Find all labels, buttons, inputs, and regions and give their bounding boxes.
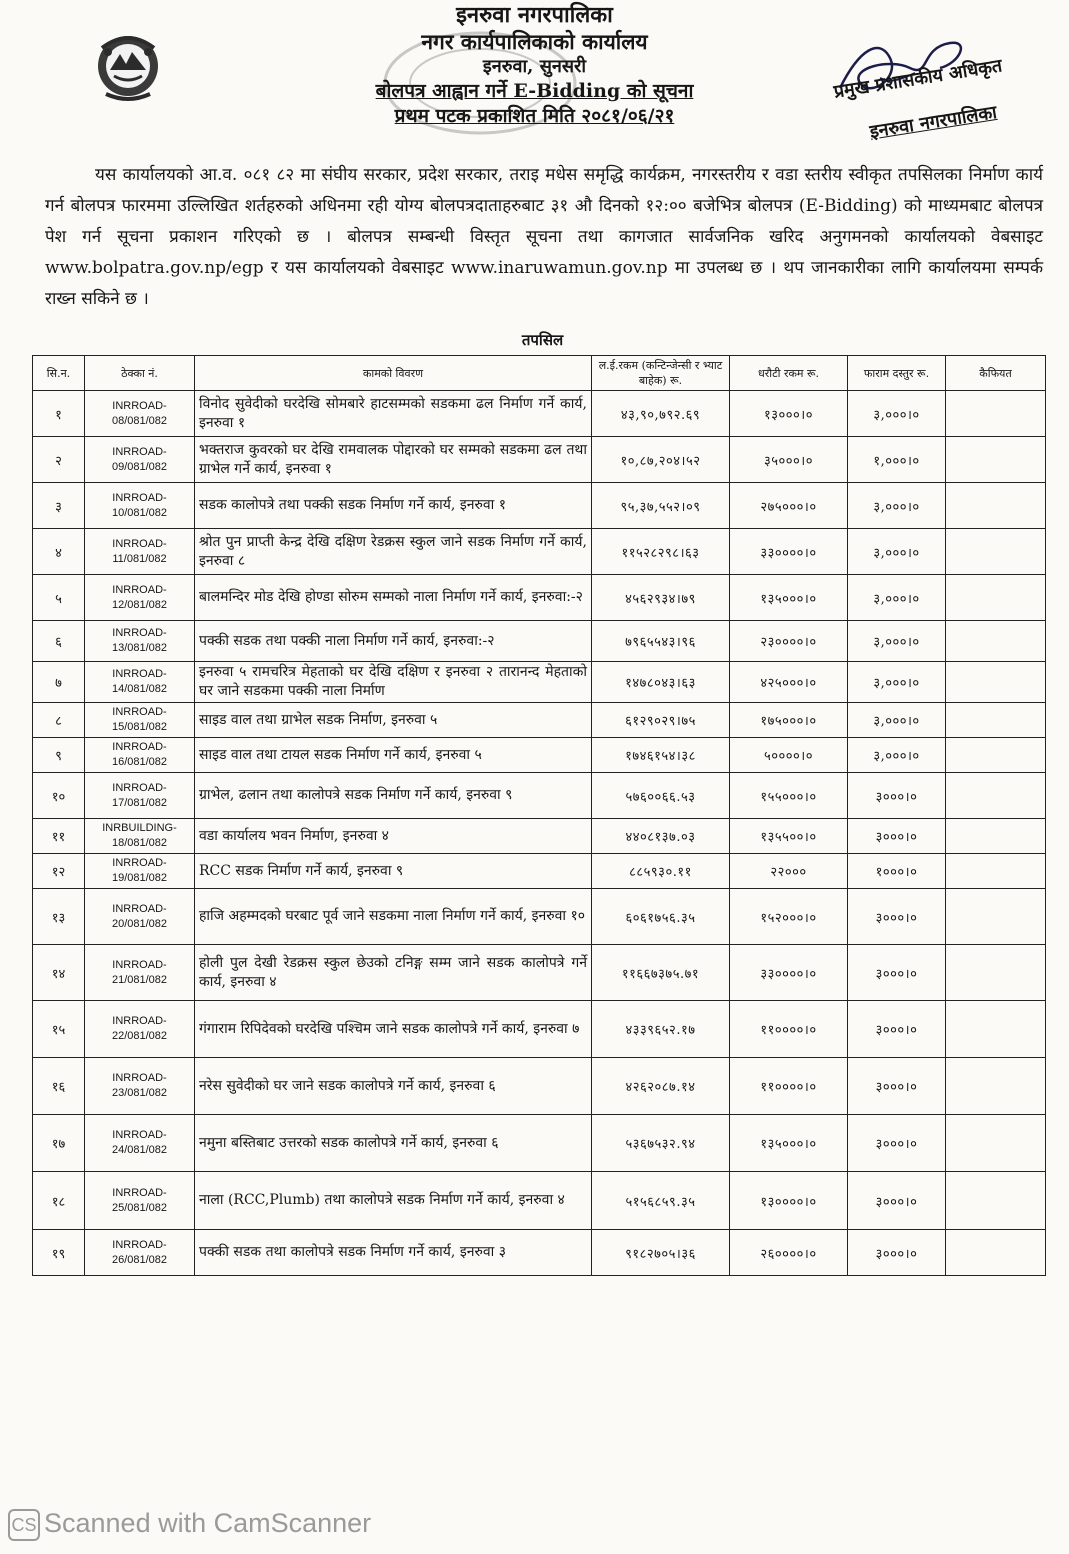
cell-estimated-cost: ८८५९३०.११ [592, 854, 730, 889]
cell-deposit: ३५०००।० [730, 437, 848, 483]
col-header-code: ठेक्का नं. [85, 356, 195, 391]
table-row [33, 889, 1046, 945]
publish-date: प्रथम पटक प्रकाशित मिति २०८१/०६/२१ [394, 105, 675, 127]
cell-sn: ६ [33, 621, 85, 662]
signatory-title: प्रमुख प्रशासकीय अधिकृत [832, 55, 1004, 103]
cell-contract-code: INRROAD-24/081/082 [85, 1115, 195, 1172]
cell-form-fee: ३०००।० [848, 1172, 946, 1230]
table-row [33, 575, 1046, 621]
cell-estimated-cost: ४५६२९३४।७९ [592, 575, 730, 621]
cell-description: वडा कार्यालय भवन निर्माण, इनरुवा ४ [195, 819, 592, 854]
cell-contract-code: INRROAD-22/081/082 [85, 1001, 195, 1058]
cell-estimated-cost: ५७६००६६.५३ [592, 773, 730, 819]
cell-remarks [946, 1058, 1046, 1115]
table-row [33, 529, 1046, 575]
table-row [33, 1230, 1046, 1276]
cell-contract-code: INRBUILDING-18/081/082 [85, 819, 195, 854]
cell-deposit: २७५०००।० [730, 483, 848, 529]
cell-form-fee: ३०००।० [848, 1058, 946, 1115]
cell-deposit: ४२५०००।० [730, 662, 848, 703]
cell-deposit: २२००० [730, 854, 848, 889]
cell-form-fee: ३,०००।० [848, 703, 946, 738]
cell-form-fee: ३,०००।० [848, 575, 946, 621]
cell-estimated-cost: ४३३९६५२.१७ [592, 1001, 730, 1058]
cell-description: नाला (RCC,Plumb) तथा कालोपत्रे सडक निर्माण गर्ने कार्य, इनरुवा ४ [195, 1172, 592, 1230]
col-header-cost: ल.ई.रकम (कन्टिन्जेन्सी र भ्याट बाहेक) रू. [592, 356, 730, 391]
cell-description: सडक कालोपत्रे तथा पक्की सडक निर्माण गर्ने कार्य, इनरुवा १ [195, 483, 592, 529]
cell-contract-code: INRROAD-17/081/082 [85, 773, 195, 819]
cell-description: विनोद सुवेदीको घरदेखि सोमबारे हाटसम्मको सडकमा ढल निर्माण गर्ने कार्य, इनरुवा १ [195, 391, 592, 437]
cell-sn: १३ [33, 889, 85, 945]
cell-contract-code: INRROAD-23/081/082 [85, 1058, 195, 1115]
cell-description: साइड वाल तथा ग्राभेल सडक निर्माण, इनरुवा ५ [195, 703, 592, 738]
cell-estimated-cost: ११६६७३७५.७१ [592, 945, 730, 1001]
tender-table [32, 355, 1046, 1276]
table-row [33, 738, 1046, 773]
cell-description: भक्तराज कुवरको घर देखि रामवालक पोद्दारको घर सम्मको सडकमा ढल तथा ग्राभेल गर्ने कार्य, इनरुवा १ [195, 437, 592, 483]
cell-remarks [946, 621, 1046, 662]
signatory-office: इनरुवा नगरपालिका [868, 101, 999, 143]
cell-form-fee: ३,०००।० [848, 483, 946, 529]
notice-title: बोलपत्र आह्वान गर्ने E-Bidding को सूचना [375, 80, 694, 102]
cell-description: पक्की सडक तथा पक्की नाला निर्माण गर्ने कार्य, इनरुवा:-२ [195, 621, 592, 662]
cell-contract-code: INRROAD-12/081/082 [85, 575, 195, 621]
cell-sn: ५ [33, 575, 85, 621]
table-header-row [33, 356, 1046, 391]
cell-remarks [946, 391, 1046, 437]
cell-remarks [946, 889, 1046, 945]
cell-estimated-cost: ५१५६८५९.३५ [592, 1172, 730, 1230]
notice-body: यस कार्यालयको आ.व. ०८१ ८२ मा संघीय सरकार, प्रदेश सरकार, तराइ मधेस समृद्धि कार्यक्रम, नगरस्तरीय र वडा स्तरीय स्वीकृत तपसिलका निर्माण कार्य गर्न बोलपत्र फारममा उल्लिखित शर्तहरुको अधिनमा रही योग्य बोलपत्रदाताहरुबाट ३१ औ दिनको १२:०० बजेभित्र बोलपत्र (E-Bidding) को माध्यमबाट बोलपत्र पेश गर्न सूचना प्रकाशन गरिएको छ । बोलपत्र सम्बन्धी विस्तृत सूचना तथा कागजात सार्वजनिक खरिद अनुगमनको कार्यालयको वेबसाइट www.bolpatra.gov.np/egp र यस कार्यालयको वेबसाइट www.inaruwamun.gov.np मा उपलब्ध छ । थप जानकारीका लागि कार्यालयमा सम्पर्क राख्न सकिने छ । [45, 165, 1043, 309]
cell-description: पक्की सडक तथा कालोपत्रे सडक निर्माण गर्ने कार्य, इनरुवा ३ [195, 1230, 592, 1276]
cell-sn: १७ [33, 1115, 85, 1172]
cell-deposit: १७५०००।० [730, 703, 848, 738]
cell-description: नमुना बस्तिबाट उत्तरको सडक कालोपत्रे गर्ने कार्य, इनरुवा ६ [195, 1115, 592, 1172]
cell-estimated-cost: १७४६१५४।३८ [592, 738, 730, 773]
cell-sn: ३ [33, 483, 85, 529]
cell-deposit: ११००००।० [730, 1058, 848, 1115]
scanner-watermark [8, 1508, 371, 1541]
cell-form-fee: ३०००।० [848, 945, 946, 1001]
cell-form-fee: १,०००।० [848, 437, 946, 483]
cell-description: हाजि अहम्मदको घरबाट पूर्व जाने सडकमा नाला निर्माण गर्ने कार्य, इनरुवा १० [195, 889, 592, 945]
cell-estimated-cost: ६१२९०२९।७५ [592, 703, 730, 738]
cell-description: नरेस सुवेदीको घर जाने सडक कालोपत्रे गर्ने कार्य, इनरुवा ६ [195, 1058, 592, 1115]
cell-remarks [946, 819, 1046, 854]
cell-contract-code: INRROAD-13/081/082 [85, 621, 195, 662]
cell-description: RCC सडक निर्माण गर्ने कार्य, इनरुवा ९ [195, 854, 592, 889]
cell-contract-code: INRROAD-16/081/082 [85, 738, 195, 773]
cell-description: ग्राभेल, ढलान तथा कालोपत्रे सडक निर्माण गर्ने कार्य, इनरुवा ९ [195, 773, 592, 819]
table-row [33, 662, 1046, 703]
cell-remarks [946, 575, 1046, 621]
cell-deposit: १५२०००।० [730, 889, 848, 945]
table-row [33, 437, 1046, 483]
table-caption: तपसिल [521, 331, 564, 349]
cell-sn: ११ [33, 819, 85, 854]
cell-estimated-cost: ९५,३७,५५२।०९ [592, 483, 730, 529]
cell-remarks [946, 529, 1046, 575]
table-row [33, 1115, 1046, 1172]
cell-deposit: ५००००।० [730, 738, 848, 773]
col-header-desc: कामको विवरण [195, 356, 592, 391]
cell-deposit: ३३००००।० [730, 945, 848, 1001]
table-row [33, 1001, 1046, 1058]
table-row [33, 819, 1046, 854]
table-row [33, 391, 1046, 437]
scanner-text: Scanned with CamScanner [44, 1508, 372, 1538]
table-row [33, 483, 1046, 529]
cell-sn: ७ [33, 662, 85, 703]
cell-estimated-cost: १०,८७,२०४।५२ [592, 437, 730, 483]
cell-estimated-cost: ९१८२७०५।३६ [592, 1230, 730, 1276]
cell-description: होली पुल देखी रेडक्रस स्कुल छेउको टनिङ्ग सम्म जाने सडक कालोपत्रे गर्ने कार्य, इनरुवा ४ [195, 945, 592, 1001]
cell-description: बालमन्दिर मोड देखि होण्डा सोरुम सम्मको नाला निर्माण गर्ने कार्य, इनरुवा:-२ [195, 575, 592, 621]
cell-remarks [946, 1230, 1046, 1276]
cell-deposit: १३५०००।० [730, 575, 848, 621]
cell-contract-code: INRROAD-20/081/082 [85, 889, 195, 945]
cell-deposit: १३५५००।० [730, 819, 848, 854]
cell-form-fee: ३,०००।० [848, 391, 946, 437]
cell-sn: ४ [33, 529, 85, 575]
cell-remarks [946, 945, 1046, 1001]
cell-sn: १ [33, 391, 85, 437]
cell-sn: १८ [33, 1172, 85, 1230]
cell-remarks [946, 437, 1046, 483]
cell-contract-code: INRROAD-21/081/082 [85, 945, 195, 1001]
cell-deposit: २३००००।० [730, 621, 848, 662]
cell-sn: १९ [33, 1230, 85, 1276]
camscanner-logo-icon: CS [8, 1509, 40, 1541]
cell-deposit: १५५०००।० [730, 773, 848, 819]
cell-sn: १२ [33, 854, 85, 889]
table-row [33, 773, 1046, 819]
cell-sn: १४ [33, 945, 85, 1001]
cell-remarks [946, 662, 1046, 703]
cell-deposit: २६००००।० [730, 1230, 848, 1276]
col-header-fee: फाराम दस्तुर रू. [848, 356, 946, 391]
cell-remarks [946, 1115, 1046, 1172]
cell-form-fee: ३०००।० [848, 889, 946, 945]
cell-form-fee: ३०००।० [848, 1230, 946, 1276]
cell-form-fee: ३,०००।० [848, 621, 946, 662]
table-row [33, 854, 1046, 889]
cell-description: गंगाराम रिपिदेवको घरदेखि पश्चिम जाने सडक कालोपत्रे गर्ने कार्य, इनरुवा ७ [195, 1001, 592, 1058]
table-row [33, 703, 1046, 738]
cell-remarks [946, 854, 1046, 889]
cell-sn: ८ [33, 703, 85, 738]
cell-contract-code: INRROAD-11/081/082 [85, 529, 195, 575]
col-header-deposit: धरौटी रकम रू. [730, 356, 848, 391]
cell-sn: १६ [33, 1058, 85, 1115]
cell-contract-code: INRROAD-10/081/082 [85, 483, 195, 529]
cell-contract-code: INRROAD-26/081/082 [85, 1230, 195, 1276]
cell-remarks [946, 1001, 1046, 1058]
cell-contract-code: INRROAD-15/081/082 [85, 703, 195, 738]
table-row [33, 945, 1046, 1001]
cell-estimated-cost: ५३६७५३२.९४ [592, 1115, 730, 1172]
cell-form-fee: ३,०००।० [848, 738, 946, 773]
cell-deposit: १३००००।० [730, 1172, 848, 1230]
cell-sn: १० [33, 773, 85, 819]
cell-description: श्रोत पुन प्राप्ती केन्द्र देखि दक्षिण रेडक्रस स्कुल जाने सडक निर्माण गर्ने कार्य, इनरुवा ८ [195, 529, 592, 575]
cell-deposit: ३३००००।० [730, 529, 848, 575]
cell-form-fee: ३०००।० [848, 1001, 946, 1058]
table-row [33, 1058, 1046, 1115]
cell-deposit: १३०००।० [730, 391, 848, 437]
table-row [33, 1172, 1046, 1230]
cell-form-fee: १०००।० [848, 854, 946, 889]
cell-form-fee: ३,०००।० [848, 662, 946, 703]
cell-deposit: ११००००।० [730, 1001, 848, 1058]
cell-remarks [946, 1172, 1046, 1230]
cell-contract-code: INRROAD-08/081/082 [85, 391, 195, 437]
cell-estimated-cost: ६०६१७५६.३५ [592, 889, 730, 945]
office-name: नगर कार्यपालिकाको कार्यालय [421, 29, 648, 54]
cell-remarks [946, 703, 1046, 738]
cell-contract-code: INRROAD-14/081/082 [85, 662, 195, 703]
cell-remarks [946, 738, 1046, 773]
cell-estimated-cost: ७९६५५४३।९६ [592, 621, 730, 662]
cell-contract-code: INRROAD-19/081/082 [85, 854, 195, 889]
cell-form-fee: ३०००।० [848, 819, 946, 854]
cell-estimated-cost: ४२६२०८७.१४ [592, 1058, 730, 1115]
cell-deposit: १३५०००।० [730, 1115, 848, 1172]
municipality-name: इनरुवा नगरपालिका [456, 2, 613, 28]
cell-estimated-cost: ४४०८१३७.०३ [592, 819, 730, 854]
cell-remarks [946, 483, 1046, 529]
cell-contract-code: INRROAD-25/081/082 [85, 1172, 195, 1230]
col-header-remarks: कैफियत [946, 356, 1046, 391]
cell-description: इनरुवा ५ रामचरित्र मेहताको घर देखि दक्षिण र इनरुवा २ तारानन्द मेहताको घर जाने सडकमा पक्की नाला निर्माण [195, 662, 592, 703]
cell-remarks [946, 773, 1046, 819]
office-location: इनरुवा, सुनसरी [482, 56, 587, 77]
cell-form-fee: ३०००।० [848, 1115, 946, 1172]
cell-estimated-cost: १४७८०४३।६३ [592, 662, 730, 703]
col-header-sn: सि.न. [33, 356, 85, 391]
cell-form-fee: ३०००।० [848, 773, 946, 819]
cell-estimated-cost: ११५२८२९८।६३ [592, 529, 730, 575]
table-row [33, 621, 1046, 662]
cell-form-fee: ३,०००।० [848, 529, 946, 575]
cell-contract-code: INRROAD-09/081/082 [85, 437, 195, 483]
cell-sn: ९ [33, 738, 85, 773]
cell-estimated-cost: ४३,९०,७९२.६९ [592, 391, 730, 437]
cell-sn: १५ [33, 1001, 85, 1058]
cell-sn: २ [33, 437, 85, 483]
cell-description: साइड वाल तथा टायल सडक निर्माण गर्ने कार्य, इनरुवा ५ [195, 738, 592, 773]
